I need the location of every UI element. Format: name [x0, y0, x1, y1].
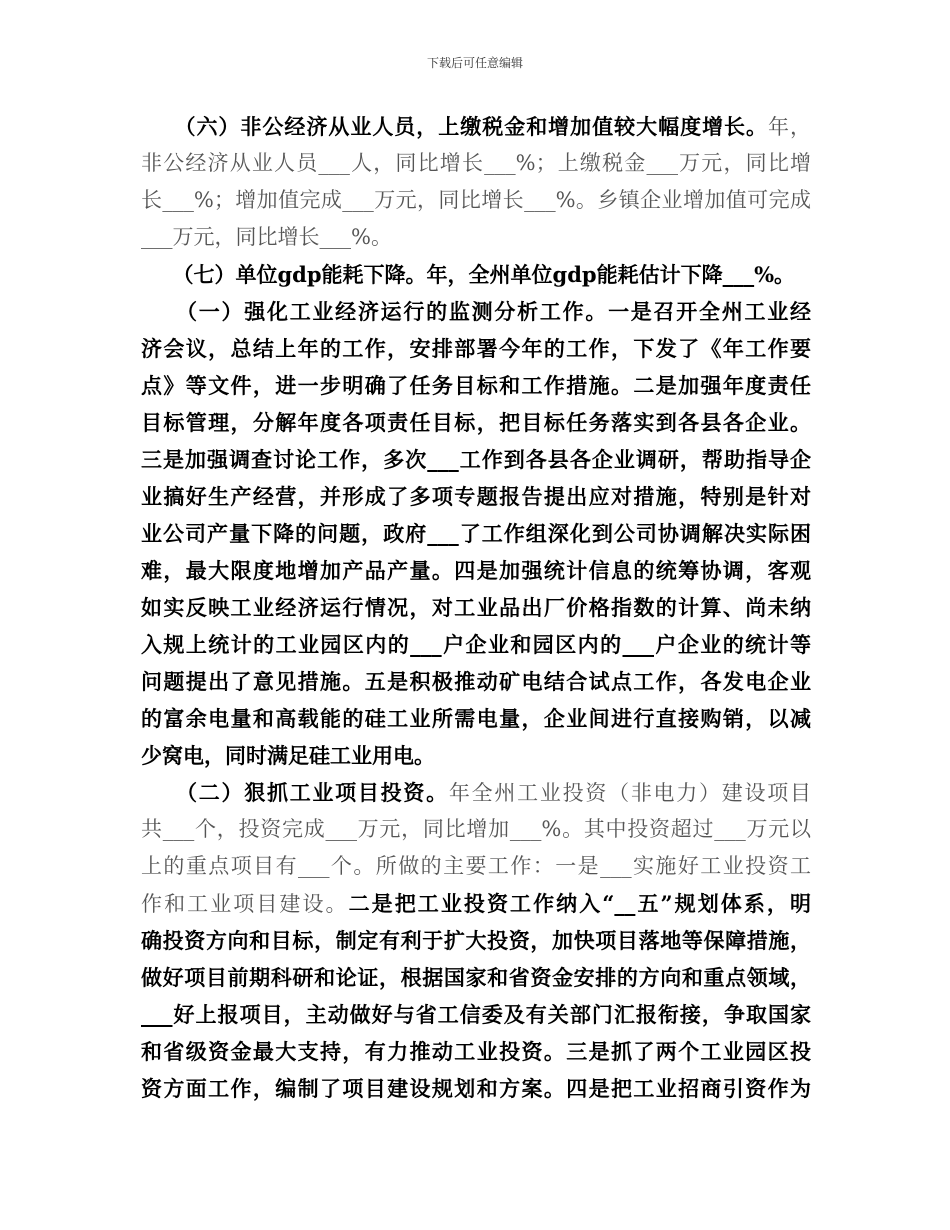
text-run: 二是把工业投资工作纳入“__五”规划体系，明	[348, 891, 811, 916]
text-line	[141, 478, 811, 515]
page-header: 下载后可任意编辑	[426, 56, 523, 70]
text-line	[141, 663, 811, 700]
text-line	[141, 552, 811, 589]
text-line	[141, 811, 811, 848]
text-line	[141, 330, 811, 367]
text-line	[141, 626, 811, 663]
text-run: 做好项目前期科研和论证，根据国家和省资金安排的方向和重点领域，	[141, 965, 811, 990]
text-run: 问题提出了意见措施。五是积极推动矿电结合试点工作，各发电企业	[141, 669, 811, 694]
text-run: 年全州工业投资（非电力）建设项目	[448, 781, 811, 805]
text-line	[141, 959, 811, 996]
text-run: 济会议，总结上年的工作，安排部署今年的工作，下发了《年工作要	[141, 336, 811, 361]
text-line	[141, 996, 811, 1033]
text-line	[141, 108, 811, 145]
text-run: 和省级资金最大支持，有力推动工业投资。三是抓了两个工业园区投	[141, 1039, 811, 1064]
text-run: 资方面工作，编制了项目建设规划和方案。四是把工业招商引资作为	[141, 1076, 811, 1101]
text-line	[141, 737, 811, 774]
document-body	[141, 108, 811, 1107]
text-run: 上的重点项目有___个。所做的主要工作：一是___实施好工业投资工	[141, 854, 811, 878]
text-run: 年，	[768, 115, 811, 139]
text-line	[141, 515, 811, 552]
text-line	[141, 885, 811, 922]
text-run: 非公经济从业人员___人，同比增长___%；上缴税金___万元，同比增	[141, 151, 811, 175]
text-line	[141, 441, 811, 478]
text-line	[141, 256, 811, 293]
text-line	[141, 145, 811, 182]
text-run: 如实反映工业经济运行情况，对工业品出厂价格指数的计算、尚未纳	[141, 595, 811, 620]
text-run: （一）强化工业经济运行的监测分析工作。一是召开全州工业经	[141, 299, 811, 324]
text-run: （二）狠抓工业项目投资。	[141, 780, 449, 805]
text-run: 业公司产量下降的问题，政府___了工作组深化到公司协调解决实际困	[141, 521, 811, 546]
text-run: 少窝电，同时满足硅工业用电。	[141, 743, 435, 768]
text-line	[141, 922, 811, 959]
text-line	[141, 1033, 811, 1070]
text-run: 入规上统计的工业园区内的___户企业和园区内的___户企业的统计等	[141, 632, 811, 657]
text-line	[141, 219, 811, 256]
text-run: 目标管理，分解年度各项责任目标，把目标任务落实到各县各企业。	[141, 410, 811, 435]
text-line	[141, 404, 811, 441]
text-run: 难，最大限度地增加产品产量。四是加强统计信息的统筹协调，客观	[141, 558, 811, 583]
text-line	[141, 293, 811, 330]
text-run: ___好上报项目，主动做好与省工信委及有关部门汇报衔接，争取国家	[141, 1002, 811, 1027]
text-line	[141, 182, 811, 219]
text-run: （七）单位gdp能耗下降。年，全州单位gdp能耗估计下降___%。	[141, 262, 796, 287]
text-line	[141, 774, 811, 811]
text-line	[141, 589, 811, 626]
text-run: 点》等文件，进一步明确了任务目标和工作措施。二是加强年度责任	[141, 373, 811, 398]
text-line	[141, 367, 811, 404]
text-run: 作和工业项目建设。	[141, 892, 349, 916]
text-run: 业搞好生产经营，并形成了多项专题报告提出应对措施，特别是针对	[141, 484, 811, 509]
text-run: 三是加强调查讨论工作，多次___工作到各县各企业调研，帮助指导企	[141, 447, 811, 472]
text-run: （六）非公经济从业人员，上缴税金和增加值较大幅度增长。	[141, 114, 769, 139]
text-run: 确投资方向和目标，制定有利于扩大投资，加快项目落地等保障措施，	[141, 928, 811, 953]
text-line	[141, 700, 811, 737]
text-run: 共___个，投资完成___万元，同比增加___%。其中投资超过___万元以	[141, 817, 811, 841]
text-run: 的富余电量和高载能的硅工业所需电量，企业间进行直接购销，以减	[141, 706, 811, 731]
text-run: 长___%；增加值完成___万元，同比增长___%。乡镇企业增加值可完成	[141, 188, 811, 212]
text-run: ___万元，同比增长___%。	[141, 225, 392, 249]
text-line	[141, 848, 811, 885]
text-line	[141, 1070, 811, 1107]
